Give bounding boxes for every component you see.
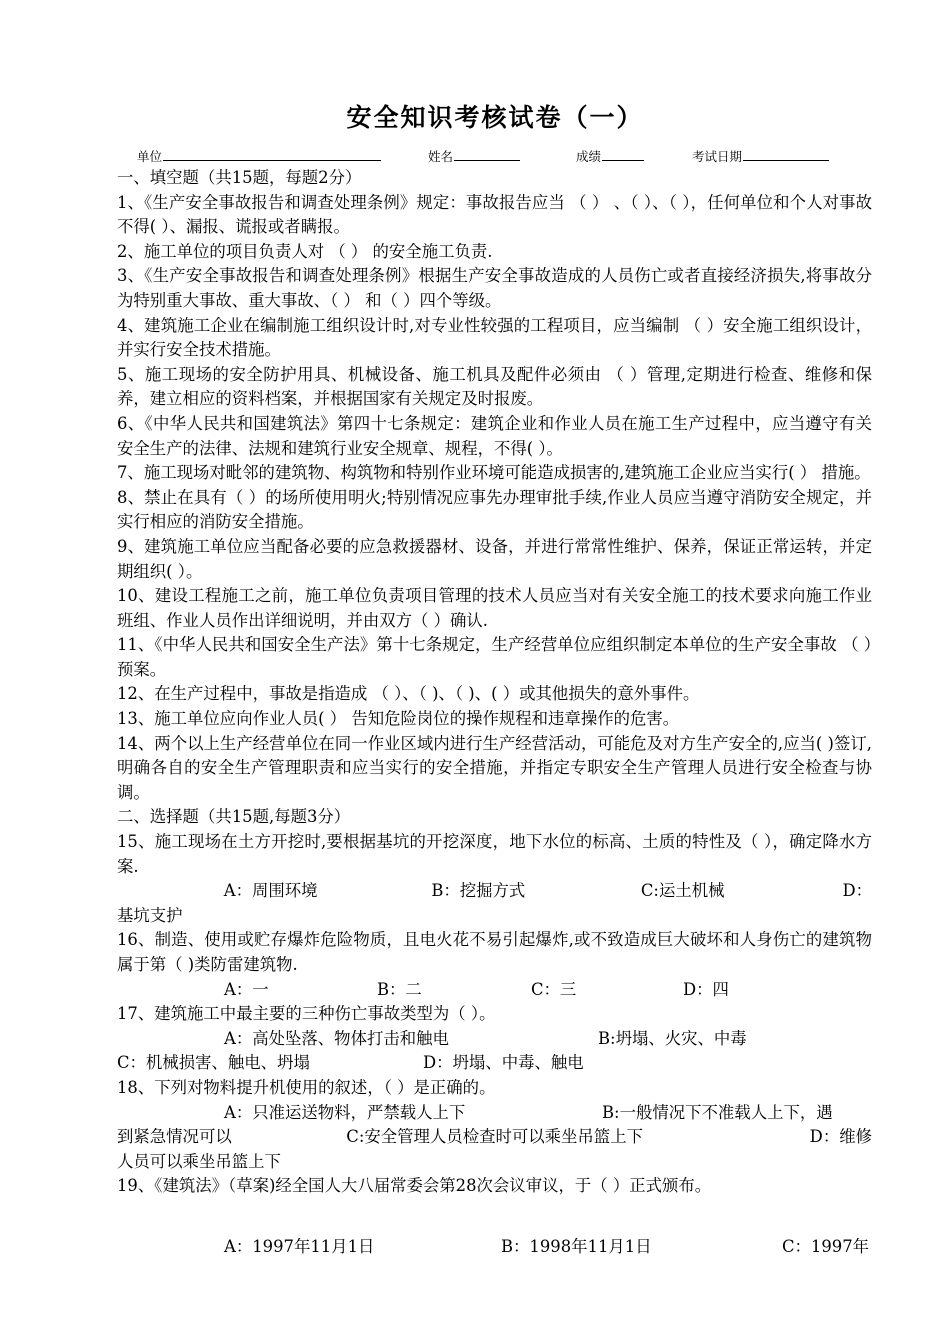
option-b[interactable]: B:坍塌、火灾、中毒 [598,1028,747,1048]
question-11: 11、《中华人民共和国安全生产法》第十七条规定，生产经营单位应组织制定本单位的生产安全事故 （ ）预案。 [117,635,872,679]
section-title-fill: 一、填空题（共15题，每题2分） [117,168,362,187]
option-a[interactable]: A：只准运送物料，严禁载人上下 [224,1102,466,1122]
option-c[interactable]: C：1997年 [782,1236,870,1256]
exam-title: 安全知识考核试卷（一） [346,103,644,132]
option-b-continued: 到紧急情况可以 [117,1127,232,1147]
question-19: 19、《建筑法》（草案)经全国人大八届常委会第28次会议审议，于（ ）正式颁布。 [117,1176,712,1196]
question-3: 3、《生产安全事故报告和调查处理条例》根据生产安全事故造成的人员伤亡或者直接经济损失,将事故分为特别重大事故、重大事故、（ ） 和（ ）四个等级。 [117,266,872,310]
option-c[interactable]: C：三 [531,979,577,999]
question-17: 17、建筑施工中最主要的三种伤亡事故类型为（ ）。 [117,1004,496,1024]
question-7: 7、施工现场对毗邻的建筑物、构筑物和特别作业环境可能造成损害的,建筑施工企业应当实行( ） 措施。 [117,463,871,483]
question-8: 8、禁止在具有（ ）的场所使用明火;特别情况应事先办理审批手续,作业人员应当遵守消防安全规定，并实行相应的消防安全措施。 [117,487,872,532]
question-19-options [117,1235,872,1260]
option-b[interactable]: B:一般情况下不准载人上下，遇 [602,1102,833,1122]
question-4: 4、建筑施工企业在编制施工组织设计时,对专业性较强的工程项目，应当编制 （ ）安全施工组织设计，并实行安全技术措施。 [117,315,872,360]
question-16: 16、制造、使用或贮存爆炸危险物质，且电火花不易引起爆炸,或不致造成巨大破坏和人身伤亡的建筑物属于第（ )类防雷建筑物. [117,930,872,974]
name-blank[interactable] [454,146,520,161]
question-17-options-row1 [117,1027,872,1052]
question-15: 15、施工现场在土方开挖时,要根据基坑的开挖深度，地下水位的标高、土质的特性及（ ），确定降水方案. [117,832,872,876]
option-a[interactable]: A：1997年11月1日 [224,1236,375,1256]
name-label: 姓名 [428,149,454,164]
score-blank[interactable] [602,146,644,161]
question-14: 14、两个以上生产经营单位在同一作业区域内进行生产经营活动，可能危及对方生产安全的,应当( )签订,明确各自的安全生产管理职责和应当实行的安全措施，并指定专职安全生产管理人员进行安全检查与协调。 [117,733,872,802]
option-b[interactable]: B：挖掘方式 [431,881,526,901]
question-18-options-row2 [117,1125,872,1150]
question-6: 6、《中华人民共和国建筑法》第四十七条规定：建筑企业和作业人员在施工生产过程中，应当遵守有关安全生产的法律、法规和建筑行业安全规章、规程，不得( ）。 [117,413,872,458]
option-a[interactable]: A：高处坠落、物体打击和触电 [224,1028,449,1048]
question-1: 1、《生产安全事故报告和调查处理条例》规定：事故报告应当 （ ） 、（ ）、（ ），任何单位和个人对事故不得( ）、漏报、谎报或者瞒报。 [117,192,872,237]
question-2: 2、施工单位的项目负责人对 （ ） 的安全施工负责. [117,241,493,261]
question-12: 12、在生产过程中，事故是指造成 （ ）、（ )、（ )、( ）或其他损失的意外事件。 [117,684,700,704]
date-blank[interactable] [743,146,829,161]
option-b[interactable]: B：1998年11月1日 [501,1236,652,1256]
date-label: 考试日期 [692,149,743,164]
question-13: 13、施工单位应向作业人员( ） 告知危险岗位的操作规程和违章操作的危害。 [117,709,680,729]
option-a[interactable]: A：一 [224,979,269,999]
option-b[interactable]: B：二 [377,979,422,999]
option-d[interactable]: D：四 [683,979,729,999]
option-d-continued: 人员可以乘坐吊篮上下 [117,1151,281,1171]
date-field [692,146,829,165]
exam-body [117,166,872,1260]
question-9: 9、建筑施工单位应当配备必要的应急救援器材、设备，并进行常常性维护、保养，保证正常运转，并定期组织( ）。 [117,536,872,581]
name-field [428,146,520,165]
question-10: 10、建设工程施工之前，施工单位负责项目管理的技术人员应当对有关安全施工的技术要求向施工作业班组、作业人员作出详细说明，并由双方（ ）确认. [117,586,872,630]
score-field [576,146,644,165]
score-label: 成绩 [576,149,602,164]
option-d[interactable]: D： [842,881,872,901]
option-c[interactable]: C:安全管理人员检查时可以乘坐吊篮上下 [346,1127,643,1147]
section-title-choice: 二、选择题（共15题,每题3分） [117,807,351,827]
question-17-options-row2 [117,1051,872,1076]
question-18-options-row1 [117,1101,872,1126]
unit-blank[interactable] [163,146,381,161]
question-16-options [117,978,872,1003]
option-a[interactable]: A：周围环境 [223,881,318,901]
option-c[interactable]: C:运土机械 [640,881,725,901]
question-5: 5、施工现场的安全防护用具、机械设备、施工机具及配件必须由 （ ）管理,定期进行检查、维修和保养，建立相应的资料档案，并根据国家有关规定及时报废。 [117,364,872,409]
option-d-continued: 基坑支护 [117,905,183,925]
unit-field [137,146,381,165]
question-18: 18、下列对物料提升机使用的叙述，（ ）是正确的。 [117,1077,496,1097]
option-d[interactable]: D：坍塌、中毒、触电 [423,1053,584,1073]
question-15-options [117,879,872,904]
option-c[interactable]: C：机械损害、触电、坍塌 [117,1053,310,1073]
option-d[interactable]: D：维修 [809,1127,872,1147]
unit-label: 单位 [137,149,163,164]
